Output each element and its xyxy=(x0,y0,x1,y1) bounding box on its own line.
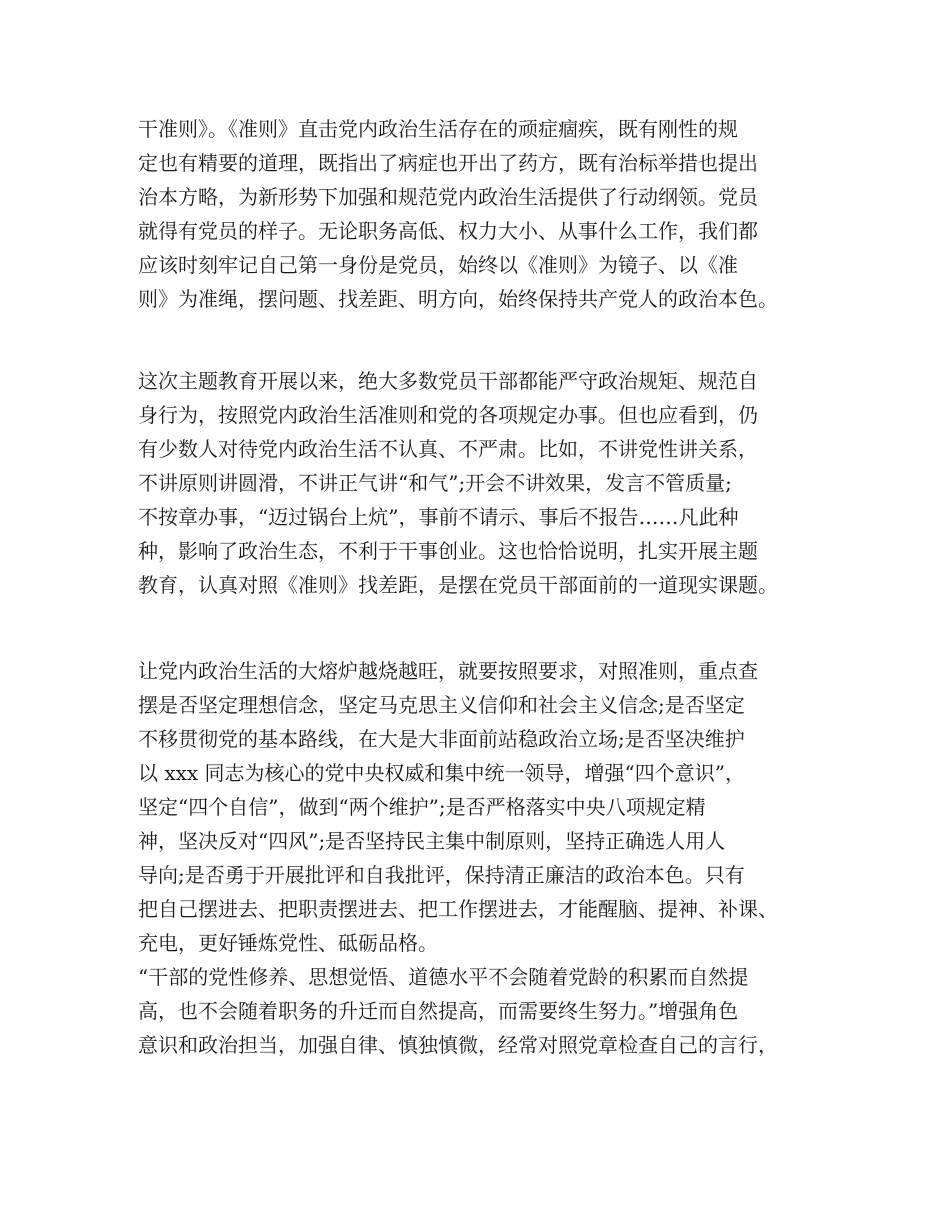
text-line: 应该时刻牢记自己第一身份是党员，始终以《准则》为镜子、以《准 xyxy=(138,253,738,277)
text-line: 导向;是否勇于开展批评和自我批评，保持清正廉洁的政治本色。只有 xyxy=(138,863,745,887)
text-line: 就得有党员的样子。无论职务高低、权力大小、从事什么工作，我们都 xyxy=(138,219,758,243)
paragraph-1 xyxy=(138,112,838,316)
text-line: 坚定“四个自信”，做到“两个维护”;是否严格落实中央八项规定精 xyxy=(138,795,706,819)
paragraph-2 xyxy=(138,364,838,602)
text-line: 高，也不会随着职务的升迁而自然提高，而需要终生努力。”增强角色 xyxy=(138,999,739,1023)
text-line: 种，影响了政治生态，不利于干事创业。这也恰恰说明，扎实开展主题 xyxy=(138,539,758,563)
text-line: “干部的党性修养、思想觉悟、道德水平不会随着党龄的积累而自然提 xyxy=(138,965,749,989)
text-line: 以 xxx 同志为核心的党中央权威和集中统一领导，增强“四个意识”， xyxy=(138,761,746,785)
text-line: 充电，更好锤炼党性、砥砺品格。 xyxy=(138,931,438,955)
text-line: 干准则》。《准则》直击党内政治生活存在的顽症痼疾，既有刚性的规 xyxy=(138,117,738,141)
text-line: 意识和政治担当，加强自律、慎独慎微，经常对照党章检查自己的言行， xyxy=(138,1033,778,1057)
text-line: 身行为，按照党内政治生活准则和党的各项规定办事。但也应看到，仍 xyxy=(138,403,758,427)
text-line: 把自己摆进去、把职责摆进去、把工作摆进去，才能醒脑、提神、补课、 xyxy=(138,897,778,921)
text-line: 治本方略，为新形势下加强和规范党内政治生活提供了行动纲领。党员 xyxy=(138,185,758,209)
text-line: 教育，认真对照《准则》找差距，是摆在党员干部面前的一道现实课题。 xyxy=(138,573,778,597)
text-line: 有少数人对待党内政治生活不认真、不严肃。比如，不讲党性讲关系， xyxy=(138,437,758,461)
text-line: 定也有精要的道理，既指出了病症也开出了药方，既有治标举措也提出 xyxy=(138,151,758,175)
text-line: 不讲原则讲圆滑，不讲正气讲“和气”;开会不讲效果，发言不管质量; xyxy=(138,471,732,495)
text-line: 这次主题教育开展以来，绝大多数党员干部都能严守政治规矩、规范自 xyxy=(138,369,758,393)
text-line: 神，坚决反对“四风”;是否坚持民主集中制原则，坚持正确选人用人 xyxy=(138,829,726,853)
text-line: 则》为准绳，摆问题、找差距、明方向，始终保持共产党人的政治本色。 xyxy=(138,287,778,311)
text-line: 让党内政治生活的大熔炉越烧越旺，就要按照要求，对照准则，重点查 xyxy=(138,659,758,683)
text-line: 不按章办事，“迈过锅台上炕”，事前不请示、事后不报告……凡此种 xyxy=(138,505,739,529)
text-line: 摆是否坚定理想信念，坚定马克思主义信仰和社会主义信念;是否坚定 xyxy=(138,693,745,717)
paragraph-3 xyxy=(138,654,838,1062)
text-line: 不移贯彻党的基本路线，在大是大非面前站稳政治立场;是否坚决维护 xyxy=(138,727,745,751)
